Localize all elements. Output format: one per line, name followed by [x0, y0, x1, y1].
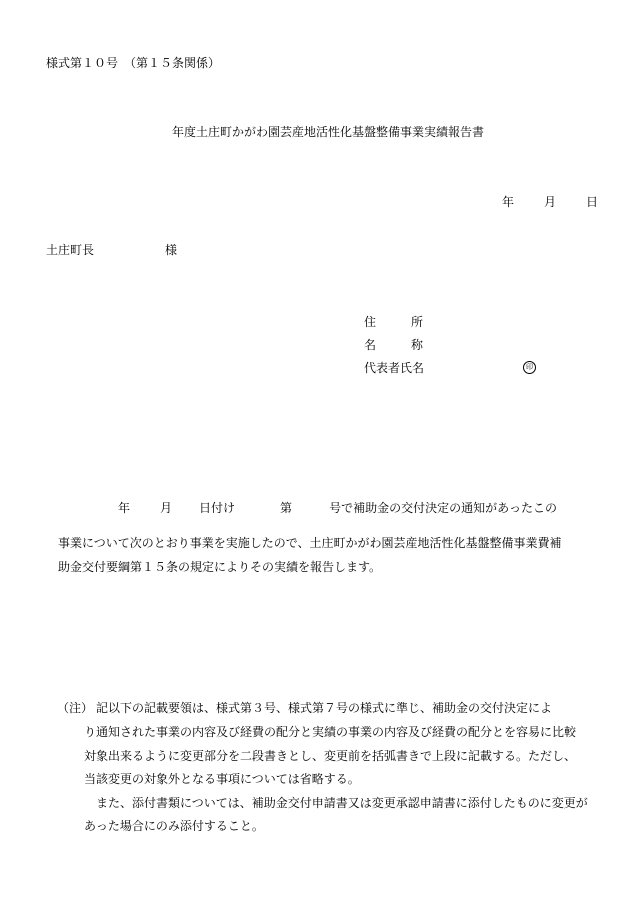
note-line-5: また、添付書類については、補助金交付申請書又は変更承認申請書に添付したものに変更が — [96, 796, 588, 810]
date-month-label: 月 — [544, 195, 557, 209]
applicant-name-field — [364, 339, 424, 351]
note-line-3: 対象出来るように変更部分を二段書きとし、変更前を括弧書きで上段に記載する。ただし、 — [84, 749, 577, 763]
body-number-prefix: 第 — [280, 501, 293, 515]
applicant-representative-field — [364, 362, 424, 374]
body-line-2: 事業について次のとおり事業を実施したので、土庄町かがわ園芸産地活性化基盤整備事業費補 — [58, 536, 562, 550]
addressee-name: 土庄町長 — [46, 243, 95, 257]
note-label: （注） — [57, 701, 94, 715]
name-label-char-1: 名 — [364, 338, 377, 352]
address-label-char-1: 住 — [364, 315, 377, 329]
body-day-label: 日付け — [199, 501, 236, 515]
applicant-address-field — [364, 316, 424, 328]
note-line-6: あった場合にのみ添付すること。 — [84, 819, 264, 833]
note-line-4: 当該変更の対象外となる事項については省略する。 — [84, 772, 360, 786]
date-line — [502, 196, 598, 208]
note-line-2: り通知された事業の内容及び経費の配分と実績の事業の内容及び経費の配分とを容易に比較 — [84, 725, 577, 739]
representative-label: 代表者氏名 — [364, 361, 425, 375]
note-line-1: 記以下の記載要領は、様式第３号、様式第７号の様式に準じ、補助金の交付決定によ — [96, 701, 553, 715]
document-title: 年度土庄町かがわ園芸産地活性化基盤整備事業実績報告書 — [172, 125, 485, 139]
body-year-label: 年 — [118, 501, 131, 515]
seal-icon: 印 — [523, 361, 536, 374]
body-line-1-rest: 号で補助金の交付決定の通知があったこの — [329, 501, 557, 515]
body-line-1 — [118, 502, 557, 514]
form-number: 様式第１０号 （第１５条関係） — [46, 56, 221, 70]
addressee — [46, 244, 177, 256]
body-line-3: 助金交付要綱第１５条の規定によりその実績を報告します。 — [58, 560, 382, 574]
date-day-label: 日 — [586, 195, 599, 209]
addressee-honorific: 様 — [165, 243, 178, 257]
date-year-label: 年 — [502, 195, 515, 209]
address-label-char-2: 所 — [411, 315, 424, 329]
body-month-label: 月 — [160, 501, 173, 515]
name-label-char-2: 称 — [411, 338, 424, 352]
